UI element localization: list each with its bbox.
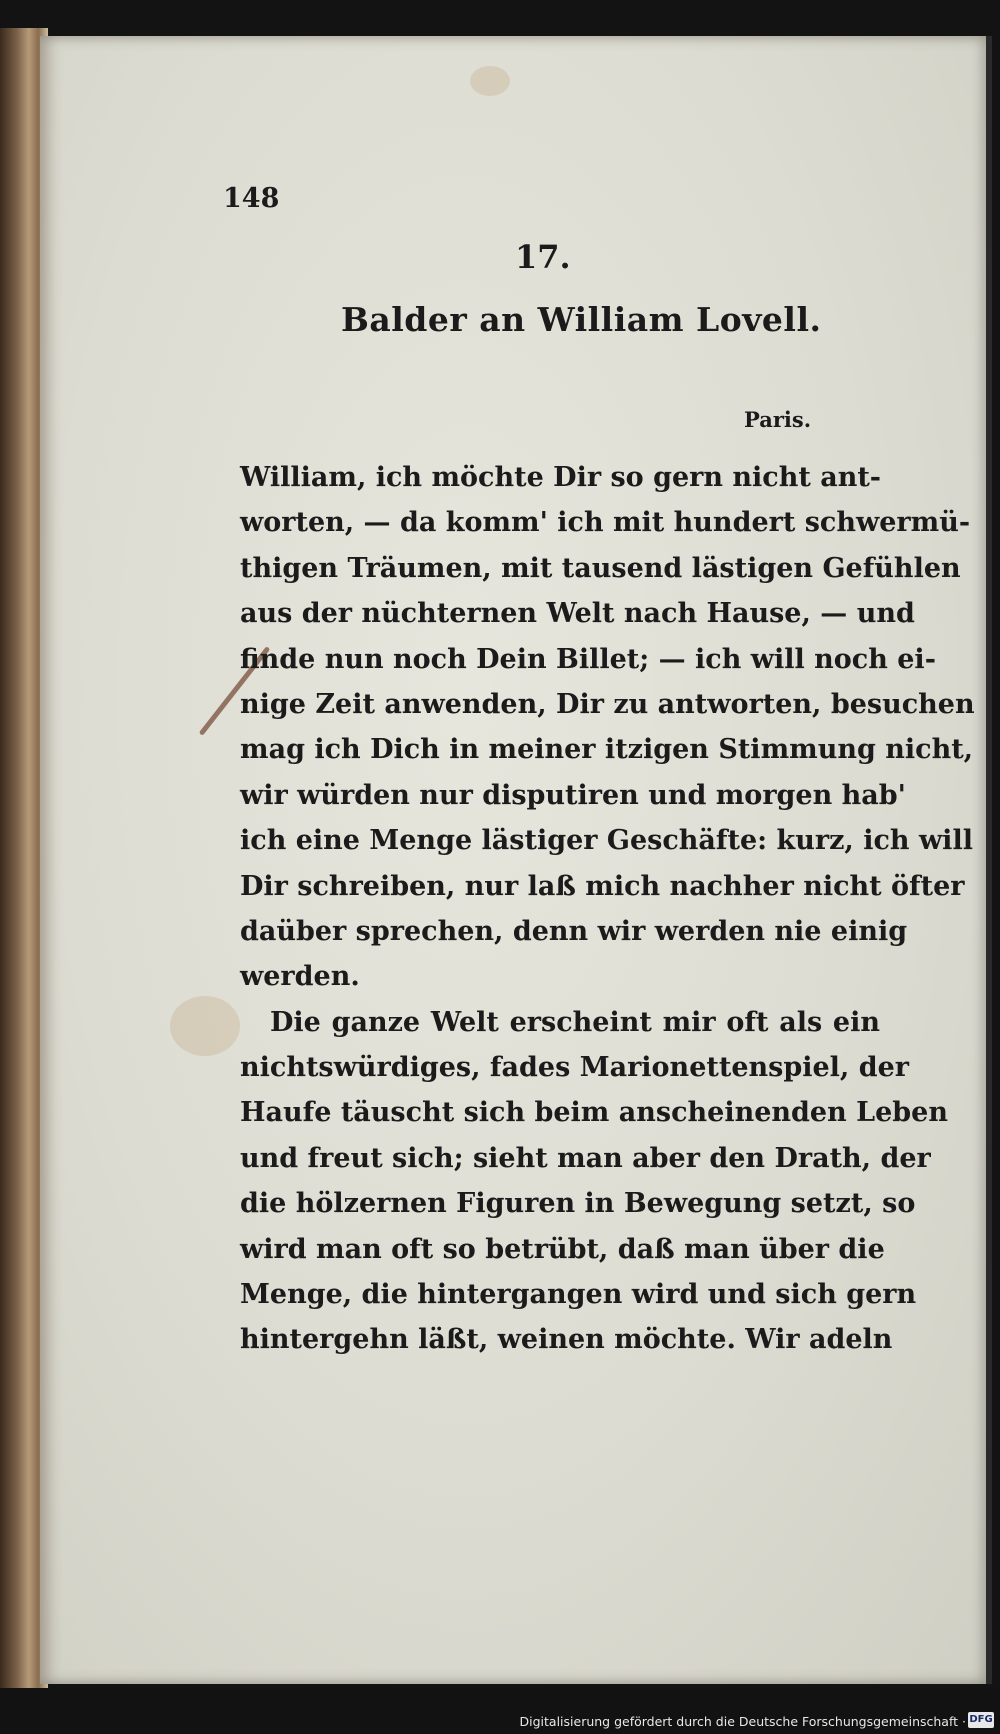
- dateline: Paris.: [744, 407, 812, 432]
- text-line: daüber sprechen, denn wir werden nie einig: [240, 915, 908, 947]
- text-line: und freut sich; sieht man aber den Drath, der: [240, 1142, 931, 1174]
- text-line: Dir schreiben, nur laß mich nachher nicht öfter: [240, 870, 965, 902]
- text-line: aus der nüchternen Welt nach Hause, — und: [240, 598, 915, 630]
- text-line: worten, — da komm' ich mit hundert schwermü-: [240, 507, 971, 539]
- text-line: nichtswürdiges, fades Marionettenspiel, der: [240, 1052, 909, 1084]
- text-line: hintergehn läßt, weinen möchte. Wir adeln: [240, 1324, 893, 1356]
- text-line: William, ich möchte Dir so gern nicht ant-: [240, 462, 882, 493]
- text-line: ich eine Menge lästiger Geschäfte: kurz, ich will: [240, 825, 973, 857]
- text-line: die hölzernen Figuren in Bewegung setzt, so: [240, 1188, 916, 1220]
- text-line: thigen Träumen, mit tausend lästigen Gefühlen: [240, 552, 961, 584]
- text-line: werden.: [240, 961, 360, 993]
- body-text: [240, 455, 975, 1363]
- text-line: finde nun noch Dein Billet; — ich will noch ei-: [240, 643, 936, 675]
- text-line: wird man oft so betrübt, daß man über die: [240, 1233, 885, 1265]
- text-line: nige Zeit anwenden, Dir zu antworten, besuchen: [240, 688, 975, 720]
- dfg-logo-icon: DFG: [968, 1712, 994, 1728]
- digitization-credit: Digitalisierung gefördert durch die Deutsche Forschungsgemeinschaft ·: [519, 1714, 966, 1729]
- text-line: Haufe täuscht sich beim anscheinenden Leben: [240, 1097, 948, 1129]
- text-line: mag ich Dich in meiner itzigen Stimmung nicht,: [240, 734, 974, 766]
- text-line: Menge, die hintergangen wird und sich gern: [240, 1279, 917, 1311]
- page-number: 148: [223, 183, 280, 214]
- letter-number: 17.: [515, 238, 571, 276]
- paper-stain: [170, 996, 240, 1056]
- paper-stain: [470, 66, 510, 96]
- text-line: Die ganze Welt erscheint mir oft als ein: [270, 1006, 880, 1038]
- letter-heading: Balder an William Lovell.: [341, 300, 822, 339]
- text-line: wir würden nur disputiren und morgen hab': [240, 779, 906, 811]
